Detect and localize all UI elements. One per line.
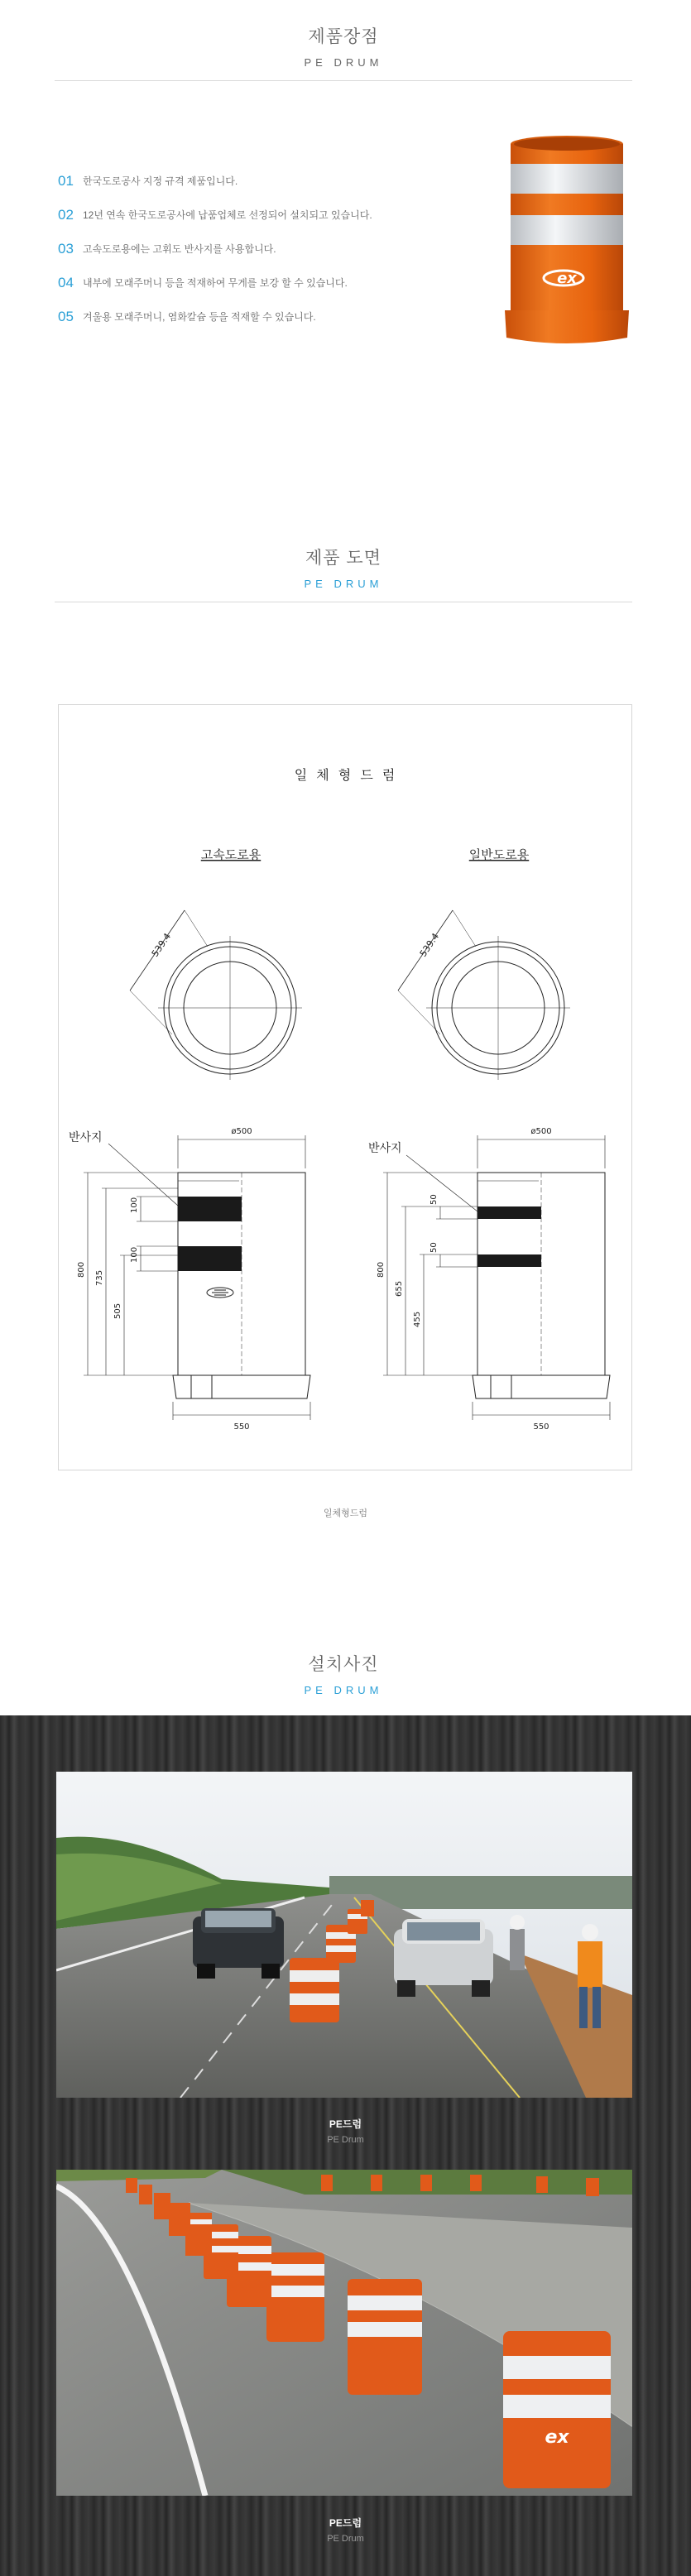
feature-list: [58, 164, 439, 333]
feature-item: [58, 266, 439, 300]
right-d2: 50: [429, 1242, 439, 1253]
drawing-title: 제품 도면: [305, 549, 381, 568]
photo-caption-subtitle: PE Drum: [327, 2135, 364, 2145]
left-bottom-dim: 550: [233, 1422, 250, 1432]
left-d2: 100: [130, 1246, 139, 1263]
drawing-caption: 일체형드럼: [323, 1509, 368, 1518]
right-h800: 800: [377, 1261, 386, 1278]
feature-text: 내부에 모래주머니 등을 적재하여 무게를 보강 할 수 있습니다.: [83, 277, 348, 289]
right-reflector-bottom: [477, 1254, 541, 1267]
left-reflector-top: [178, 1197, 242, 1221]
product-drum-image: [501, 132, 632, 349]
photo-caption-subtitle: PE Drum: [327, 2534, 364, 2544]
right-reflector-label: 반사지: [368, 1142, 402, 1155]
feature-number: 04: [58, 274, 74, 290]
drawing-subtitle: PE DRUM: [304, 578, 383, 590]
divider: [55, 80, 632, 81]
right-reflector-top: [477, 1206, 541, 1219]
drawing-header: [55, 544, 632, 602]
feature-item: [58, 300, 439, 333]
right-h455: 455: [413, 1311, 422, 1327]
left-reflector-bottom: [178, 1246, 242, 1271]
feature-number: 05: [58, 308, 74, 324]
feature-text: 12년 연속 한국도로공사에 납품업체로 선정되어 설치되고 있습니다.: [83, 209, 372, 221]
left-h800: 800: [77, 1261, 86, 1278]
feature-item: [58, 164, 439, 198]
photo-caption: [0, 2516, 691, 2544]
right-top-view: [398, 910, 570, 1080]
feature-number: 03: [58, 240, 74, 257]
drum-logo-text: ex: [545, 2427, 569, 2448]
right-h655: 655: [395, 1280, 404, 1297]
feature-item: [58, 198, 439, 232]
feature-number: 02: [58, 206, 74, 223]
left-h735: 735: [95, 1269, 104, 1286]
technical-drawing: [58, 704, 632, 1470]
feature-text: 한국도로공사 지정 규격 제품입니다.: [83, 175, 238, 187]
features-header: [55, 23, 632, 81]
left-diag-dim: 539.4: [149, 931, 174, 959]
feature-text: 겨울용 모래주머니, 염화칼슘 등을 적재할 수 있습니다.: [83, 311, 316, 323]
right-top-dim: ø500: [530, 1127, 552, 1136]
features-subtitle: PE DRUM: [304, 56, 383, 69]
drum-logo-text: ex: [557, 270, 577, 287]
left-reflector-label: 반사지: [69, 1131, 103, 1144]
right-diag-dim: 539.4: [417, 931, 442, 959]
right-d1: 50: [429, 1194, 439, 1205]
right-variant-label: 일반도로용: [468, 847, 530, 862]
photos-title: 설치사진: [308, 1655, 379, 1674]
photo-caption-title: PE드럼: [329, 2517, 362, 2529]
right-side-view: [473, 1173, 610, 1398]
car-silver: [394, 1919, 493, 1997]
right-bottom-dim: 550: [533, 1422, 549, 1432]
installation-photo-curve: [56, 2170, 632, 2496]
feature-number: 01: [58, 172, 74, 189]
feature-text: 고속도로용에는 고휘도 반사지를 사용합니다.: [83, 243, 276, 255]
left-top-dim: ø500: [231, 1127, 252, 1136]
feature-item: [58, 232, 439, 266]
photo-caption: [0, 2117, 691, 2145]
left-h505: 505: [113, 1302, 122, 1319]
photo-caption-title: PE드럼: [329, 2118, 362, 2130]
photos-header: [55, 1651, 632, 1696]
photos-subtitle: PE DRUM: [304, 1684, 383, 1696]
left-d1: 100: [130, 1197, 139, 1213]
features-title: 제품장점: [308, 27, 379, 46]
left-ex-logo: [207, 1288, 233, 1298]
installation-photo-highway: [56, 1772, 632, 2098]
sheet-title: 일 체 형 드 럼: [294, 767, 398, 783]
left-variant-label: 고속도로용: [200, 847, 262, 862]
left-top-view: [130, 910, 302, 1080]
